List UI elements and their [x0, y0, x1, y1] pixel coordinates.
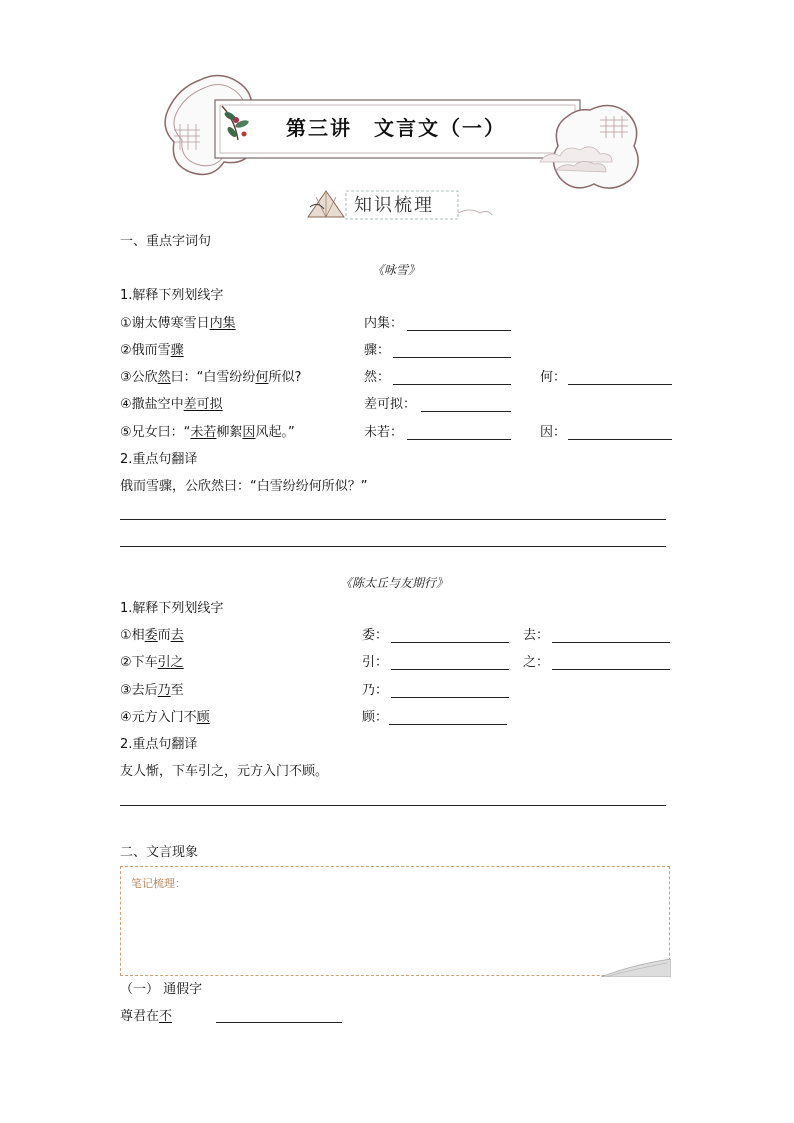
translation-line[interactable] [120, 805, 666, 806]
underlined-word: 乃 [157, 683, 171, 698]
answer-label: 差可拟： [364, 397, 417, 412]
underlined-word: 然 [157, 370, 171, 385]
answer-blank[interactable] [393, 384, 511, 385]
answer-blank[interactable] [391, 642, 509, 643]
answer-blank[interactable] [568, 384, 672, 385]
section2-title: 二、文言现象 [120, 845, 199, 860]
underlined-word: 去 [170, 628, 184, 643]
sub1-item [120, 1009, 172, 1025]
text2-q1-title: 1.解释下列划线字 [120, 601, 224, 616]
underlined-word: 内集 [209, 316, 236, 331]
item-text: ⑤兄女曰：“ [120, 425, 191, 440]
underlined-word: 因 [242, 425, 256, 440]
translation-line[interactable] [120, 546, 666, 547]
answer-label: 顾： [362, 710, 389, 725]
page-curl-icon [601, 959, 671, 977]
answer-blank[interactable] [552, 669, 670, 670]
item-text: ③去后 [120, 683, 158, 698]
underlined-word: 委 [144, 628, 158, 643]
answer-blank[interactable] [421, 411, 511, 412]
text2-title: 《陈太丘与友期行》 [340, 576, 449, 590]
answer-blank[interactable] [389, 724, 507, 725]
answer-label: 然： [364, 370, 391, 385]
text1-title: 《咏雪》 [372, 263, 421, 277]
text1-q2-title: 2.重点句翻译 [120, 452, 198, 467]
answer-blank[interactable] [391, 669, 509, 670]
underlined-word: 之 [170, 655, 184, 670]
text1-item-2 [120, 343, 184, 359]
answer-label: 引： [362, 655, 389, 670]
section1-title: 一、重点字词句 [120, 234, 212, 249]
text2-item-4 [120, 710, 210, 726]
answer-blank[interactable] [393, 357, 511, 358]
sub1-title: （一） 通假字 [120, 982, 203, 997]
answer-label: 之： [523, 655, 550, 670]
translation-line[interactable] [120, 519, 666, 520]
item-text: ①谢太傅寒雪日 [120, 316, 210, 331]
page-title: 第三讲 文言文（一） [286, 116, 506, 140]
answer-blank[interactable] [216, 1022, 342, 1023]
answer-label: 未若： [364, 425, 404, 440]
underlined-word: 不 [159, 1009, 173, 1024]
underlined-word: 未若 [190, 425, 217, 440]
underlined-word: 骤 [170, 343, 184, 358]
item-text: ④撒盐空中 [120, 397, 184, 412]
answer-blank[interactable] [407, 439, 511, 440]
answer-label: 去： [523, 628, 550, 643]
item-text: ①相 [120, 628, 145, 643]
underlined-word: 顾 [196, 710, 210, 725]
text1-q1-title: 1.解释下列划线字 [120, 288, 224, 303]
text2-item-2 [120, 655, 184, 671]
knowledge-badge [304, 187, 494, 227]
item-text: 至 [170, 683, 184, 698]
item-text: ③公欣 [120, 370, 158, 385]
text2-q2-title: 2.重点句翻译 [120, 737, 198, 752]
notes-box[interactable] [120, 866, 670, 976]
answer-blank[interactable] [568, 439, 672, 440]
text2-item-3 [120, 683, 184, 699]
answer-label: 骤： [364, 343, 391, 358]
text1-item-5 [120, 425, 295, 441]
underlined-word: 何 [255, 370, 269, 385]
text1-item-4 [120, 397, 223, 413]
item-text: 而 [157, 628, 171, 643]
answer-label: 乃： [362, 683, 389, 698]
badge-label: 知识梳理 [354, 195, 434, 216]
item-text: 柳絮 [216, 425, 243, 440]
text1-item-3 [120, 370, 301, 386]
answer-label: 何： [540, 370, 567, 385]
text1-sentence: 俄而雪骤，公欣然曰：“白雪纷纷何所似？” [120, 479, 368, 494]
item-text: ④元方入门不 [120, 710, 197, 725]
answer-label: 因： [540, 425, 567, 440]
item-text: 曰：“白雪纷纷 [170, 370, 256, 385]
item-text: ②俄而雪 [120, 343, 171, 358]
item-text: 所似? [268, 370, 302, 385]
underlined-word: 引 [157, 655, 171, 670]
answer-label: 委： [362, 628, 389, 643]
notes-label: 笔记梳理： [131, 877, 186, 890]
text2-sentence: 友人惭，下车引之，元方入门不顾。 [120, 764, 329, 779]
item-text: 尊君在 [120, 1009, 160, 1024]
text2-item-1 [120, 628, 184, 644]
answer-label: 内集： [364, 316, 404, 331]
text1-item-1 [120, 316, 236, 332]
answer-blank[interactable] [552, 642, 670, 643]
item-text: 风起。” [255, 425, 295, 440]
underlined-word: 差可拟 [183, 397, 223, 412]
answer-blank[interactable] [407, 330, 511, 331]
answer-blank[interactable] [391, 697, 509, 698]
item-text: ②下车 [120, 655, 158, 670]
